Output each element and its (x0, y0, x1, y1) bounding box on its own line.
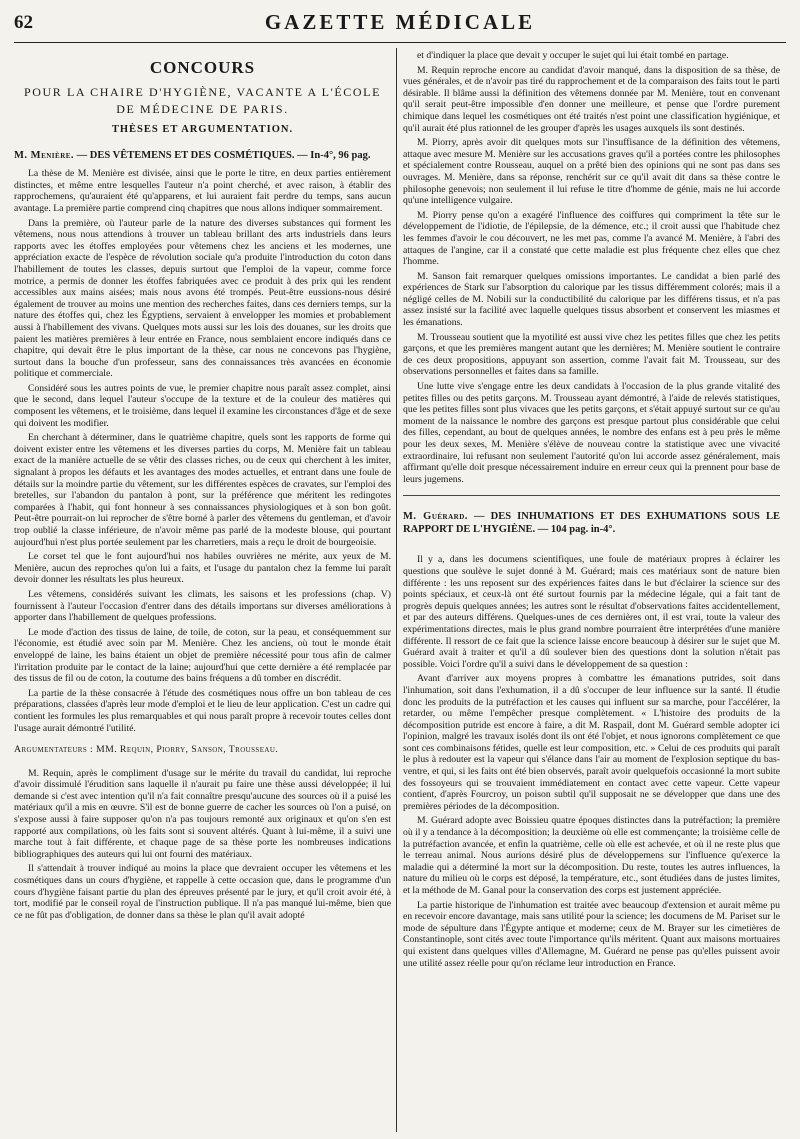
paragraph: Considéré sous les autres points de vue, le premier chapitre nous paraît assez complet, ainsi que le second, dans lequel l'auteur s'occupe de la texture et de la couleur des matières qui composent les vêtemens, et le troisième, dans lequel il examine les circonstances d'âge et de sexe qui doivent les modifier. (14, 382, 391, 429)
paragraph: M. Piorry pense qu'on a exagéré l'influence des coiffures qui compriment la tête sur le développement de l'idiotie, de l'épilepsie, de la démence, etc.; il croit aussi que l'habitude chez les femmes d'avoir le cou découvert, ne les met pas, comme l'a avancé M. Menière, à l'abri des attaques de l'angine, car il a constaté que cette maladie est plus fréquente chez elles que chez l'homme. (403, 209, 780, 268)
page-header (14, 8, 786, 42)
paragraph: La partie de la thèse consacrée à l'étude des cosmétiques nous offre un bon tableau de ces préparations, classées d'après leur mode d'emploi et le lieu de leur application. C'est un cadre qui contient les formules les plus remarquables et qui nous paraît propre à recevoir toutes celles dont l'usage aurait démontré l'utilité. (14, 687, 391, 734)
paragraph: Le corset tel que le font aujourd'hui nos habiles ouvrières ne mérite, aux yeux de M. Menière, aucun des reproches qu'on lui a faits, et l'usage du pantalon chez la femme lui paraît devoir donner les résultats les plus heureux. (14, 551, 391, 586)
paragraph: M. Guérard adopte avec Boissieu quatre époques distinctes dans la putréfaction; la première où il y a tendance à la décomposition; la deuxième où elle est commençante; la troisième celle de la putréfaction avancée, et enfin la quatrième, celle où elle est achevée, et où il ne reste plus que le terreau animal. Nous aurions désiré plus de développemens sur l'influence qu'exerce la maladie qui a déterminé la mort sur la décomposition. Du reste, toutes les autres influences, la nature du milieu où le corps est déposé, la température, etc., sont étudiées dans de justes limites, et la méthode de M. Ganal pour la conservation des corps est justement appréciée. (403, 815, 780, 896)
paragraph: Avant d'arriver aux moyens propres à combattre les émanations putrides, soit dans l'inhumation, soit dans l'exhumation, il a dû s'occuper de leur influence sur la santé. Il étudie donc les produits de la putréfaction et les causes qui influent sur sa marche, pour l'accélérer, la retarder, ou même l'empêcher presque complètement. « L'histoire des produits de la décomposition putride est encore à faire, a dit M. Raspail, dont M. Guérard semble adopter ici l'opinion, malgré les travaux isolés dont ils ont été l'objet, et nous ignorons complètement ce que sont ces combinaisons fétides, quelle est leur composition, etc. » Celui de ces produits qui paraît le plus à redouter est la vapeur qui s'élance dans l'air au moment de l'explosion septique du bas-ventre, et qui, si les faits ont été bien observés, paraît avoir quelquefois occasionné la mort subite des fossoyeurs qui se trouvaient immédiatement en contact avec cette vapeur. Cette vapeur contient, d'après Fourcroy, un poison subtil qu'il supposait ne se développer que dans une des premières périodes de la décomposition. (403, 673, 780, 812)
paragraph: La thèse de M. Menière est divisée, ainsi que le porte le titre, en deux parties entièrement distinctes, et même entre lesquelles l'auteur n'a point cherché, et avec raison, à établir des rapprochemens, qu'auraient été qu'apparens, et lui auraient fait perdre du temps, sans aucun avantage. La première partie comprend cinq chapitres que nous allons indiquer sommairement. (14, 168, 391, 214)
paragraph: Une lutte vive s'engage entre les deux candidats à l'occasion de la plus grande vitalité des petites filles ou des petits garçons. M. Trousseau ayant démontré, à l'aide de relevés statistiques, que les petites filles sont plus vivaces que les petits garçons, et s'était appuyé surtout sur ce qu'au moment de la naissance le nombre des garçons est presque partout plus considérable que celui des filles, cependant, au bout de quelques années, le nombre des enfans est à peu près le même pour les deux sexes, M. Menière s'élève de nouveau contre la statistique avec une vivacité extraordinaire, lui refusant non seulement l'autorité qu'on lui accorde assez généralement, mais affirmant qu'elle doit presque nécessairement induire en erreur ceux qui la prennent pour base de leurs jugemens. (403, 381, 780, 485)
concours-heading: CONCOURS (149, 58, 256, 77)
right-column (403, 50, 780, 1132)
column-divider (396, 48, 397, 1132)
chaire-heading: POUR LA CHAIRE D'HYGIÈNE, VACANTE A L'ÉCOLE DE MÉDECINE DE PARIS. (23, 84, 382, 116)
paragraph: M. Requin, après le compliment d'usage sur le mérite du travail du candidat, lui reproche d'avoir dissimulé l'érudition sans laquelle il n'aurait pu faire une thèse aussi développée; il lui demande si c'est avec intention qu'il n'a fait connaître presqu'aucune des sources où il a puisé les matériaux qu'il a mis en œuvre. S'il est de bonne guerre de cacher les sources où l'on a puisé, on s'expose aussi à faire supposer qu'on n'a pas toujours remonté aux originaux et qu'on s'en est rapporté aux compilations, où les faits sont si souvent altérés. Quant à lui-même, il a suivi une marche tout à fait différente, et chaque page de sa thèse porte les nombreuses indications bibliographiques des auteurs qui lui ont fourni des matériaux. (14, 767, 391, 860)
paragraph: Il s'attendait à trouver indiqué au moins la place que devraient occuper les vêtemens et les cosmétiques dans un cours d'hygiène, et rappelle à cette occasion que, dans le programme d'un cours d'hygiène faisant partie du plan des épreuves présenté par le jury, et qu'il croit avoir été, à tort, modifié par le conseil royal de l'instruction publique. Il n'a pas manqué lui-même, bien que ce ne fût pas d'obligation, de donner dans sa thèse le plan qu'il avait adopté (14, 863, 391, 921)
paragraph: En cherchant à déterminer, dans le quatrième chapitre, quels sont les rapports de forme qui doivent exister entre les vêtemens et les diverses parties du corps, M. Menière fait un tableau exact de la manière actuelle de se vêtir des classes riches, ou de ceux qui cherchent à les imiter, signalant à propos les défauts et les avantages des modes actuelles, et entrant dans une foule de détails sur la moindre partie du vêtement, sur les différentes espèces de cravates, sur l'emploi des bretelles, sur l'abandon du pantalon à pont, sur la préférence que méritent les redingotes comparées à l'habit, qui font honneur à ses connaissances physiologiques et à son bon goût. Peut-être pourrait-on lui reprocher de s'être borné à parler des vêtemens du gentleman, et d'avoir trop oublié la classe inférieure, de n'avoir même pas parlé de la modeste blouse, qui pourtant aujourd'hui n'est plus portée seulement par les charretiers, mais a reçu le droit de bourgeoisie. (14, 432, 391, 548)
paragraph: M. Sanson fait remarquer quelques omissions importantes. Le candidat a bien parlé des expériences de Stark sur l'absorption du calorique par les tissus différemment colorés; mais il a négligé celles de M. Nobili sur la conductibilité du calorique par les différens tissus, et n'a pas assez insisté sur la facilité avec laquelle quelques tissus absorbent et conservent les miasmes et les émanations. (403, 270, 780, 329)
section-divider (403, 495, 780, 496)
paragraph: M. Piorry, après avoir dit quelques mots sur l'insuffisance de la définition des vêtemens, attaque avec mesure M. Menière sur les accusations graves qu'il a portées contre les philosophes et spécialement contre Rousseau, auquel on a prêté bien des opinions qui ne sont pas dans ses ouvrages. M. Menière, dans sa réponse, renchérit sur ce qu'il avait dit dans sa thèse contre le philosophe genevois; non seulement il lui refuse le titre d'homme de génie, mais ne lui accorde qu'une intelligence vulgaire. (403, 137, 780, 207)
paragraph: Le mode d'action des tissus de laine, de toile, de coton, sur la peau, et conséquemment sur l'économie, est étudié avec soin par M. Menière. Chez les anciens, où tout le monde était enveloppé de laine, les bains étaient un objet de première nécessité pour tous afin de calmer l'irritation produite par le contact de la laine; aujourd'hui que cette dernière a été remplacée par des tissus de fil ou de coton, la coutume des bains fréquens a dû tomber en discrédit. (14, 626, 391, 685)
section-author: M. Menière. (14, 150, 75, 162)
page-number: 62 (14, 12, 33, 33)
left-column (14, 50, 391, 1132)
paragraph: M. Requin reproche encore au candidat d'avoir manqué, dans la disposition de sa thèse, de vues générales, et de n'avoir pas tiré du rapprochement et de la comparaison des faits tout le parti désirable. Il blâme aussi la définition des vêtemens donnée par M. Menière, tout en convenant qu'il serait peut-être impossible d'en donner une meilleure, et pense que l'ordre purement chimique dans lequel les cosmétiques ont été traités n'est point une classification hygiénique, et qu'il aurait été plus rationnel de les grouper d'après les usages auxquels ils sont destinés. (403, 64, 780, 134)
section-heading-meniere (14, 149, 391, 162)
paragraph: Les vêtemens, considérés suivant les climats, les saisons et les professions (chap. V) fournissent à l'auteur l'occasion d'entrer dans des détails importans sur diverses améliorations à apporter dans l'habillement de quelques professions. (14, 588, 391, 624)
paragraph: La partie historique de l'inhumation est traitée avec beaucoup d'extension et aurait même pu en recevoir encore davantage, mais sans utilité pour la science; les documens de M. Pariset sur le mode de sépulture dans l'Égypte antique et moderne; ceux de M. Brayer sur les cimetières de Constantinople, sont cités avec toute l'importance qu'ils méritent. Quant aux maisons mortuaires qui existent dans quelques villes d'Allemagne, M. Guérard ne pense pas qu'elles puissent avoir une utilité assez réelle pour qu'on réclame leur introduction en France. (403, 899, 780, 969)
section-title: — DES INHUMATIONS ET DES EXHUMATIONS SOUS LE RAPPORT DE L'HYGIÈNE. — 104 pag. in-4°. (403, 511, 780, 536)
header-rule (14, 42, 786, 43)
theses-heading: THÈSES ET ARGUMENTATION. (111, 123, 294, 135)
argumentateurs-line: Argumentateurs : MM. Requin, Piorry, Sanson, Trousseau. (14, 744, 279, 756)
publication-title: GAZETTE MÉDICALE (264, 10, 536, 34)
section-author: M. Guérard. (403, 511, 468, 523)
paragraph: Il y a, dans les documens scientifiques, une foule de matériaux propres à éclairer les questions que soulève le sujet donné à M. Guérard; mais ces matériaux sont de nature bien différente : les uns reposent sur des expériences faites dans le but d'éclairer la science sur des points spéciaux, et ceux-là ont été surtout fournis par la médecine légale, qui a fait tant de progrès depuis quelques années; les autres sont le résultat d'observations faites accidentellement, et par des auteurs différens. Quelques-unes de ces dernières ont, il est vrai, toute la valeur des expérimentations directes, mais le plus grand nombre pourraient être interprétées d'une manière différente. Il ressort de ce fait que la science laisse encore beaucoup à désirer sur le sujet que M. Guérard avait à traiter et qu'il a dû soulever bien des questions dont la solution n'était pas possible. Voici l'ordre qu'il a suivi dans le développement de sa question : (403, 554, 780, 670)
paragraph: et d'indiquer la place que devait y occuper le sujet qui lui était tombé en partage. (417, 50, 729, 61)
paragraph: Dans la première, où l'auteur parle de la nature des diverses substances qui forment les vêtemens, nous nous attendions à trouver un tableau brillant des arts industriels dans leurs rapports avec les étoffes employées pour vêtemens chez les anciens et les modernes, une appréciation exacte de l'espèce de révolution sociale qu'a produite l'introduction du coton dans l'habillement de toutes les classes, depuis surtout que l'emploi de la vapeur, comme force motrice, a permis de donner les étoffes fabriquées avec ce produit à des prix qui les rendent accessibles aux mains aisées; mais nous avons été trompés. Peut-être eussions-nous désiré également de trouver au moins une mention des recherches faites, dans ces derniers temps, sur la nature des étoffes qui, chez les Égyptiens, servaient à envelopper les momies et probablement aussi à l'habillement des vivans. Quelques mots aussi sur les lois des douanes, sur les droits que paient les matières premières à leur entrée en France, nous semblaient encore indiqués dans ce chapitre, qui devait être le plus important de la thèse, car nous ne concevons pas l'hygiène, surtout dans la bouche d'un professeur, sans des connaissances très avancées en économie politique et commerciale. (14, 217, 391, 380)
section-heading-guerard (403, 510, 780, 536)
paragraph: M. Trousseau soutient que la myotilité est aussi vive chez les petites filles que chez les petits garçons, et que les premières mangent autant que les dernières; M. Menière soutient le contraire de ces deux propositions, appuyant son assertion, comme l'avait fait M. Trousseau, sur des observations personnelles et faites dans sa famille. (403, 331, 780, 378)
section-title: — DES VÊTEMENS ET DES COSMÉTIQUES. — In-4°, 96 pag. (76, 150, 371, 162)
